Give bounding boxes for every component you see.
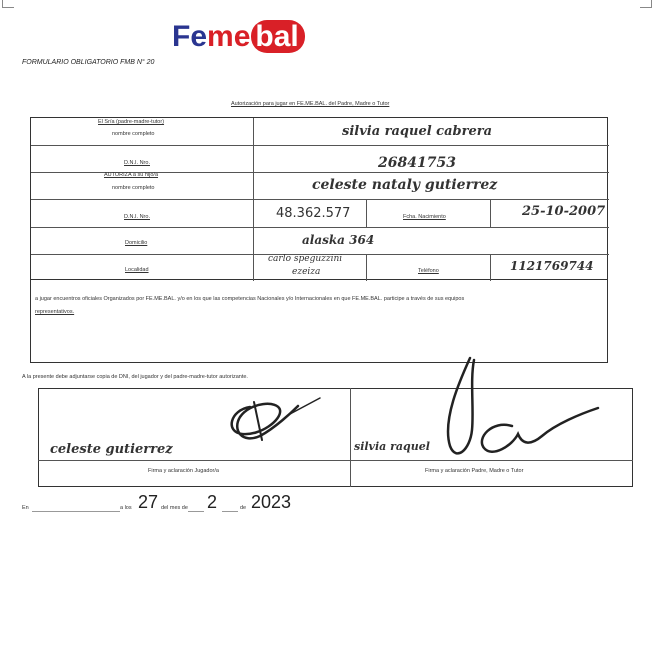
dni-tutor-value[interactable]: 26841753 bbox=[378, 155, 456, 171]
tutor-signature-name[interactable]: silvia raquel bbox=[354, 440, 430, 453]
domicilio-label: Domicilio bbox=[125, 240, 148, 246]
body-text-line-2: representativos. bbox=[35, 309, 75, 315]
scan-corner-top-left bbox=[2, 0, 14, 8]
footer-day[interactable]: 27 bbox=[138, 492, 159, 512]
jugador-name[interactable]: celeste gutierrez bbox=[50, 442, 173, 457]
logo-prefix: Fe bbox=[172, 20, 208, 53]
nacimiento-label: Fcha. Nacimiento bbox=[403, 214, 446, 220]
nacimiento-value[interactable]: 25-10-2007 bbox=[522, 204, 606, 219]
localidad-value-1[interactable]: carlo speguzzini bbox=[268, 254, 343, 264]
attachment-note: A la presente debe adjuntarse copia de DNI, del jugador y del padre-madre-tutor autorizante. bbox=[22, 374, 248, 380]
febal-logo bbox=[172, 20, 305, 54]
footer-en-label: En bbox=[22, 505, 29, 511]
tutor-sublabel: nombre completo bbox=[112, 131, 155, 137]
logo-pill: bal bbox=[251, 20, 304, 53]
footer-a-los-label: a los bbox=[120, 505, 132, 511]
logo-mid: me bbox=[207, 20, 251, 53]
domicilio-value[interactable]: alaska 364 bbox=[302, 233, 375, 247]
localidad-value-2[interactable]: ezeiza bbox=[292, 267, 321, 277]
body-text-line-1: a jugar encuentros oficiales Organizados por FE.ME.BAL. y/o en los que las competencias Nacionales y/o Internacionales en que FE.ME.BAL. participe a través de sus equipos bbox=[35, 296, 465, 302]
localidad-label: Localidad bbox=[125, 267, 149, 273]
form-code: FORMULARIO OBLIGATORIO FMB N° 20 bbox=[22, 59, 155, 66]
scan-corner-top-right bbox=[640, 0, 652, 8]
form-title: Autorización para jugar en FE.ME.BAL. del Padre, Madre o Tutor bbox=[231, 101, 390, 107]
footer-month[interactable]: 2 bbox=[207, 492, 218, 512]
dni-tutor-label: D.N.I. Nro. bbox=[124, 160, 150, 166]
tutor-label: El Sr/a (padre-madre-tutor) bbox=[98, 119, 165, 125]
hijo-name-value[interactable]: celeste nataly gutierrez bbox=[312, 177, 498, 193]
dni-hijo-value[interactable]: 48.362.577 bbox=[276, 206, 351, 221]
body-text-box bbox=[30, 280, 608, 363]
autoriza-sublabel: nombre completo bbox=[112, 185, 155, 191]
jugador-caption: Firma y aclaración Jugador/a bbox=[148, 468, 219, 474]
footer-del-mes-label: del mes de bbox=[161, 505, 188, 511]
telefono-label: Teléfono bbox=[418, 268, 439, 274]
footer-year[interactable]: 2023 bbox=[251, 492, 292, 512]
tutor-caption: Firma y aclaración Padre, Madre o Tutor bbox=[425, 468, 524, 474]
footer-de-label: de bbox=[240, 505, 247, 511]
dni-hijo-label: D.N.I. Nro. bbox=[124, 214, 150, 220]
autoriza-label: AUTORIZA a su hijo/a bbox=[104, 172, 159, 178]
tutor-name-value[interactable]: silvia raquel cabrera bbox=[342, 124, 493, 139]
telefono-value[interactable]: 1121769744 bbox=[510, 259, 594, 273]
signature-box bbox=[38, 388, 633, 487]
